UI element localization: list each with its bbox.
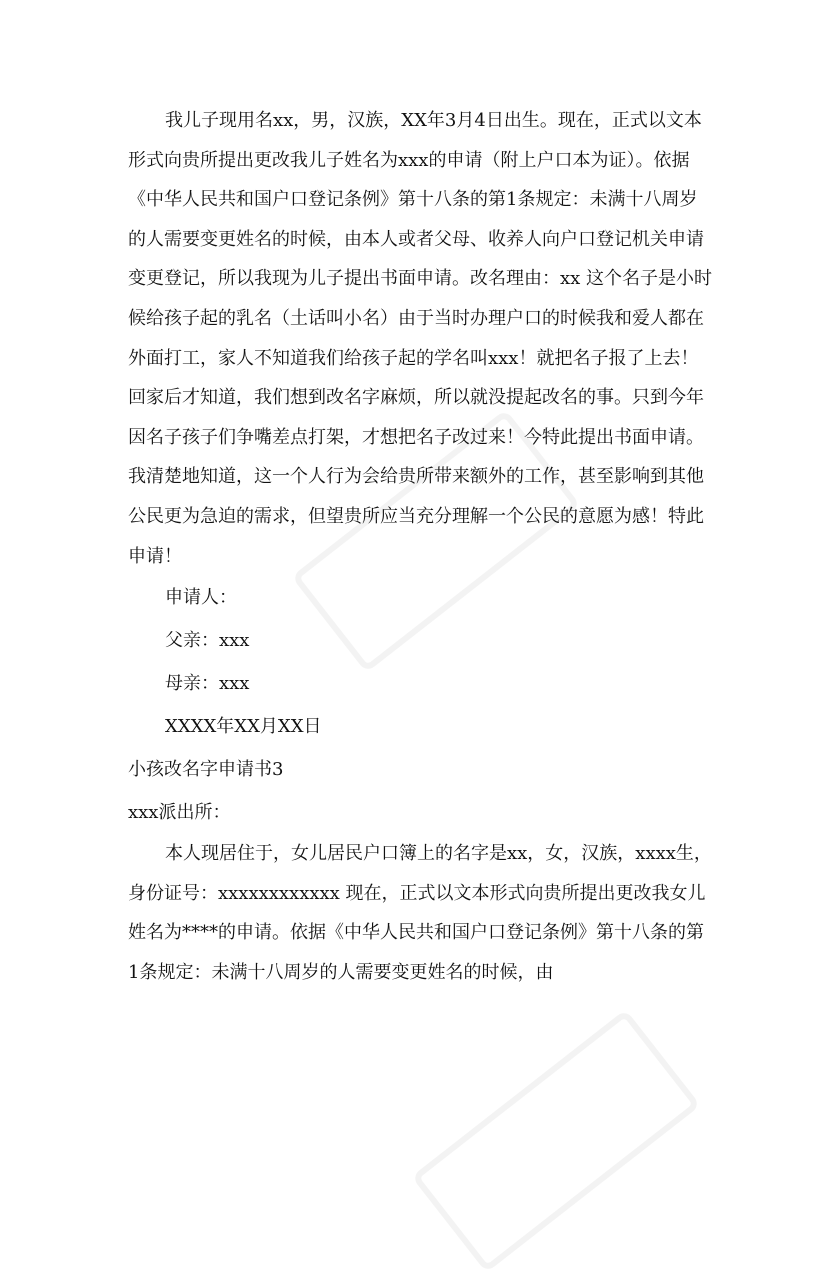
father-line: 父亲：xxx (165, 630, 250, 652)
applicant-label: 申请人： (165, 587, 237, 609)
mother-line: 母亲：xxx (165, 673, 250, 695)
watermark-stamp (411, 1009, 700, 1273)
addressee-line: xxx派出所： (128, 802, 231, 824)
document-body (128, 101, 713, 993)
body-paragraph: 本人现居住于，女儿居民户口簿上的名字是xx，女，汉族，xxxx生，身份证号：xxxxxxxxxxxx 现在，正式以文本形式向贵所提出更改我女儿姓名为****的申请。依据《中华人民共和国户口登记条例》第十八条的第1条规定：未满十八周岁的人需要变更姓名的时候，由 (128, 843, 712, 983)
date-line: XXXX年XX月XX日 (165, 716, 322, 738)
section-title: 小孩改名字申请书3 (128, 759, 284, 781)
body-paragraph: 我儿子现用名xx，男，汉族，XX年3月4日出生。现在，正式以文本形式向贵所提出更改我儿子姓名为xxx的申请（附上户口本为证）。依据《中华人民共和国户口登记条例》第十八条的第1条规定：未满十八周岁的人需要变更姓名的时候，由本人或者父母、收养人向户口登记机关申请变更登记，所以我现为儿子提出书面申请。改名理由：xx 这个名子是小时候给孩子起的乳名（土话叫小名）由于当时办理户口的时候我和爱人都在外面打工，家人不知道我们给孩子起的学名叫xxx！就把名子报了上去！回家后才知道，我们想到改名字麻烦，所以就没提起改名的事。只到今年因名子孩子们争嘴差点打架，才想把名子改过来！今特此提出书面申请。我清楚地知道，这一个人行为会给贵所带来额外的工作，甚至影响到其他公民更为急迫的需求，但望贵所应当充分理解一个公民的意愿为感！特此申请！ (128, 110, 713, 567)
